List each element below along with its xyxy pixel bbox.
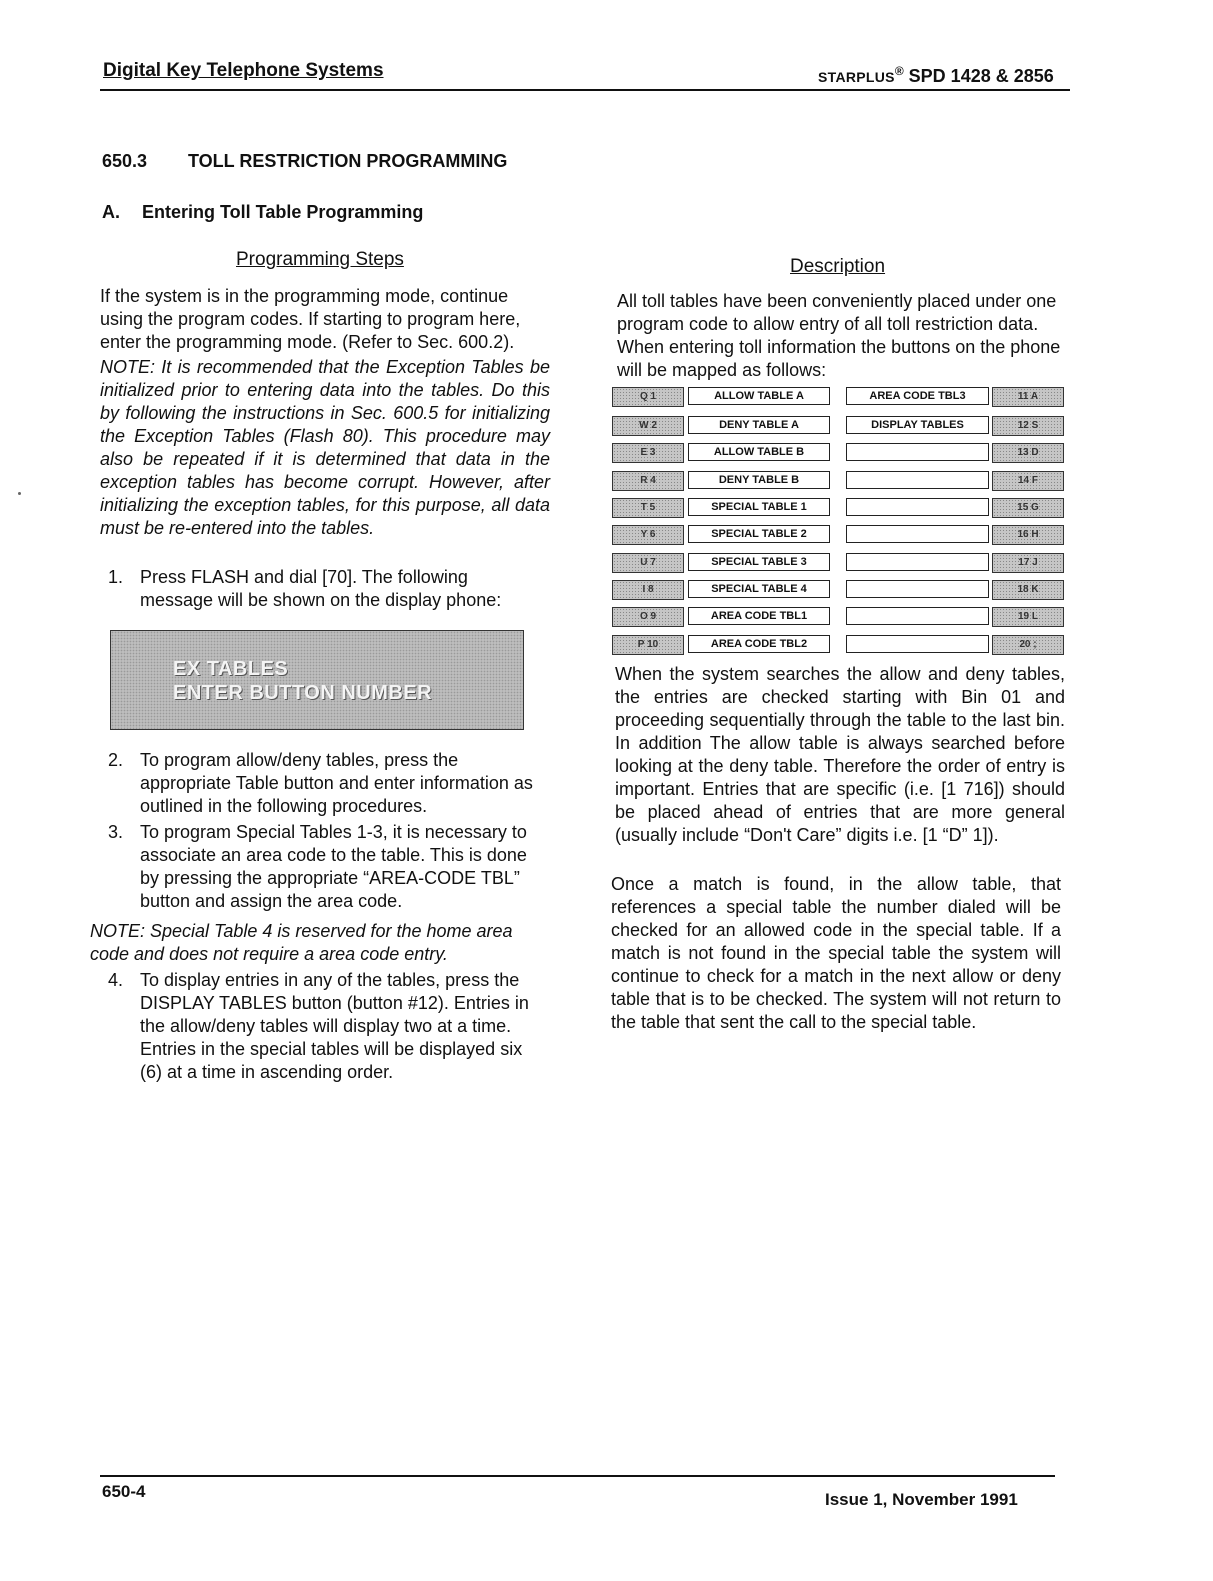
button-map-row — [612, 634, 1067, 656]
left-key-button: O 9 — [612, 607, 684, 627]
step-text: To program allow/deny tables, press the appropriate Table button and enter information as outlined in the following procedures. — [140, 750, 533, 816]
lcd-display — [110, 630, 524, 730]
left-key-button: W 2 — [612, 416, 684, 436]
button-map-row — [612, 415, 1067, 437]
left-key-button: Y 6 — [612, 525, 684, 545]
right-key-label — [846, 525, 989, 543]
step-number: 3. — [108, 822, 124, 842]
right-key-button: 15 G — [992, 498, 1064, 518]
button-map — [612, 386, 1067, 658]
left-key-label: DENY TABLE B — [688, 471, 830, 489]
programming-steps-heading: Programming Steps — [236, 249, 404, 270]
right-key-button: 19 L — [992, 607, 1064, 627]
section-title: TOLL RESTRICTION PROGRAMMING — [188, 151, 508, 171]
right-key-label — [846, 498, 989, 516]
search-order-paragraph: When the system searches the allow and deny tables, the entries are checked starting with Bin 01 and proceeding sequentially through the table to the last bin. In addition The allow table is always searched before looking at the deny table. Therefore the order of entry is important. Entries that are specific (i.e. [1 716]) should be placed ahead of entries that are more general (usually include “Don't Care” digits i.e. [1 “D” 1]). — [615, 664, 1065, 845]
left-key-button: I 8 — [612, 580, 684, 600]
left-key-label: SPECIAL TABLE 1 — [688, 498, 830, 516]
description-intro: All toll tables have been conveniently placed under one program code to allow entry of all toll restriction data. When entering toll information the buttons on the phone will be mapped as follows: — [617, 291, 1061, 380]
left-key-button: R 4 — [612, 471, 684, 491]
button-map-row — [612, 442, 1067, 464]
subsection-heading — [102, 202, 423, 223]
subsection-title: Entering Toll Table Programming — [142, 202, 424, 222]
registered-mark: ® — [894, 64, 904, 78]
left-key-button: E 3 — [612, 443, 684, 463]
description-heading: Description — [790, 256, 886, 277]
right-key-button: 13 D — [992, 443, 1064, 463]
right-key-label — [846, 471, 989, 489]
button-map-row — [612, 497, 1067, 519]
right-key-label — [846, 553, 989, 571]
right-key-button: 14 F — [992, 471, 1064, 491]
left-key-button: Q 1 — [612, 387, 684, 407]
footer-rule — [100, 1475, 1055, 1477]
step-number: 1. — [108, 567, 124, 587]
left-key-button: T 5 — [612, 498, 684, 518]
header-right-title — [818, 64, 1054, 87]
right-key-button: 16 H — [992, 525, 1064, 545]
right-key-button: 17 J — [992, 553, 1064, 573]
step-number: 4. — [108, 970, 124, 990]
exception-note: NOTE: It is recommended that the Exception Tables be initialized prior to entering data into the tables. Do this by following the instructions in Sec. 600.5 for initializing the Exception Tables (Flash 80). This procedure may also be repeated if it is determined that data in the exception tables has become corrupt. However, after initializing the exception tables, for this purpose, all data must be re-entered into the tables. — [100, 357, 550, 538]
page-number: 650-4 — [102, 1482, 146, 1501]
left-key-label: SPECIAL TABLE 4 — [688, 580, 830, 598]
left-key-button: P 10 — [612, 635, 684, 655]
step-text: Press FLASH and dial [70]. The following message will be shown on the display phone: — [140, 567, 502, 610]
right-key-label — [846, 607, 989, 625]
subsection-letter: A. — [102, 202, 120, 222]
button-map-row — [612, 579, 1067, 601]
match-paragraph: Once a match is found, in the allow table, that references a special table the number dialed will be checked for an allowed code in the special table. If a match is not found in the special table the system will continue to check for a match in the next allow or deny table that is to be checked. The system will not return to the table that sent the call to the special table. — [611, 874, 1061, 1032]
model-name: SPD 1428 & 2856 — [908, 66, 1054, 86]
section-heading — [102, 151, 507, 172]
header-rule — [100, 89, 1070, 91]
header-left-title: Digital Key Telephone Systems — [103, 60, 384, 81]
right-key-label — [846, 580, 989, 598]
intro-paragraph: If the system is in the programming mode, continue using the program codes. If starting to program here, enter the programming mode. (Refer to Sec. 600.2). — [100, 286, 521, 352]
left-key-label: SPECIAL TABLE 2 — [688, 525, 830, 543]
left-key-button: U 7 — [612, 553, 684, 573]
left-key-label: AREA CODE TBL1 — [688, 607, 830, 625]
button-map-row — [612, 606, 1067, 628]
right-key-button: 11 A — [992, 387, 1064, 407]
button-map-row — [612, 524, 1067, 546]
right-key-label: DISPLAY TABLES — [846, 416, 989, 434]
left-key-label: ALLOW TABLE B — [688, 443, 830, 461]
right-key-button: 12 S — [992, 416, 1064, 436]
button-map-row — [612, 470, 1067, 492]
step-number: 2. — [108, 750, 124, 770]
display-line-1: EX TABLES — [173, 658, 289, 680]
left-key-label: DENY TABLE A — [688, 416, 830, 434]
button-map-row — [612, 552, 1067, 574]
right-key-button: 18 K — [992, 580, 1064, 600]
left-key-label: AREA CODE TBL2 — [688, 635, 830, 653]
issue-date: Issue 1, November 1991 — [825, 1490, 1018, 1509]
right-key-button: 20 ; — [992, 635, 1064, 655]
button-map-row — [612, 386, 1067, 408]
margin-mark — [18, 492, 21, 495]
step-text: To program Special Tables 1-3, it is necessary to associate an area code to the table. This is done by pressing the appropriate “AREA-CODE TBL” button and assign the area code. — [140, 822, 527, 911]
right-key-label — [846, 635, 989, 653]
section-number: 650.3 — [102, 151, 148, 171]
left-key-label: ALLOW TABLE A — [688, 387, 830, 405]
display-line-2: ENTER BUTTON NUMBER — [173, 682, 433, 704]
brand-name: STARPLUS — [818, 69, 895, 85]
right-key-label: AREA CODE TBL3 — [846, 387, 989, 405]
special-table-note: NOTE: Special Table 4 is reserved for the home area code and does not require a area code entry. — [90, 921, 513, 964]
step-text: To display entries in any of the tables, press the DISPLAY TABLES button (button #12). Entries in the allow/deny tables will display two at a time. Entries in the special tables will be displayed six (6) at a time in ascending order. — [140, 970, 529, 1082]
right-key-label — [846, 443, 989, 461]
left-key-label: SPECIAL TABLE 3 — [688, 553, 830, 571]
